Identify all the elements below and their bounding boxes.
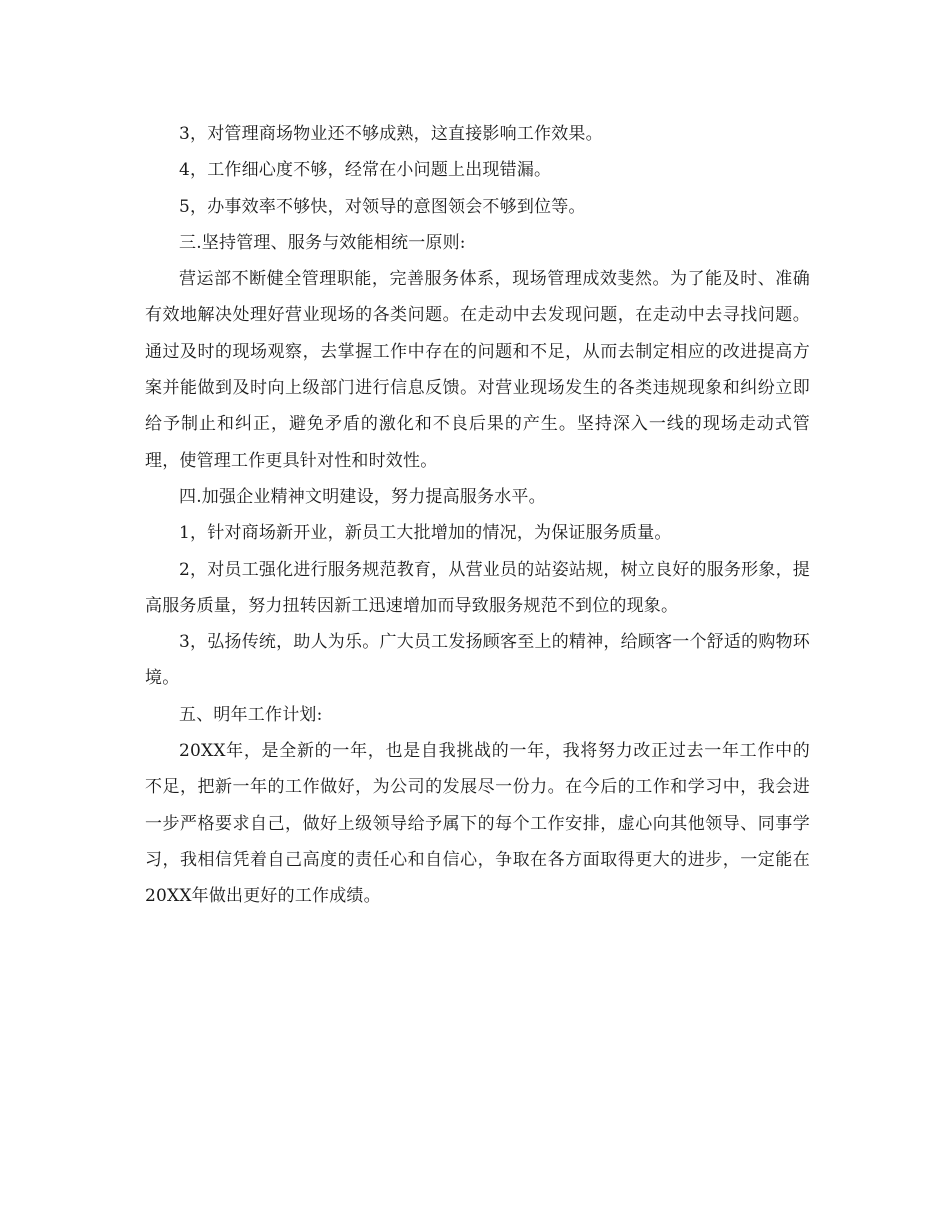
list-item-4-3: 3，弘扬传统，助人为乐。广大员工发扬顾客至上的精神，给顾客一个舒适的购物环境。 (145, 632, 810, 689)
document-page (145, 116, 810, 915)
section-heading-3: 三.坚持管理、服务与效能相统一原则: (179, 232, 466, 253)
section-body-5: 20XX年，是全新的一年，也是自我挑战的一年，我将努力改正过去一年工作中的不足，把新一年的工作做好，为公司的发展尽一份力。在今后的工作和学习中，我会进一步严格要求自己，做好上级领导给予属下的每个工作安排，虚心向其他领导、同事学习，我相信凭着自己高度的责任心和自信心，争取在各方面取得更大的进步，一定能在20XX年做出更好的工作成绩。 (145, 741, 810, 907)
list-item-5: 5，办事效率不够快，对领导的意图领会不够到位等。 (179, 196, 586, 217)
list-item-3: 3，对管理商场物业还不够成熟，这直接影响工作效果。 (179, 124, 603, 144)
list-item-4: 4，工作细心度不够，经常在小问题上出现错漏。 (179, 160, 552, 181)
list-item-4-1: 1，针对商场新开业，新员工大批增加的情况，为保证服务质量。 (179, 523, 672, 544)
section-heading-5: 五、明年工作计划: (179, 704, 323, 725)
section-body-3: 营运部不断健全管理职能，完善服务体系，现场管理成效斐然。为了能及时、准确有效地解决处理好营业现场的各类问题。在走动中去发现问题，在走动中去寻找问题。通过及时的现场观察，去掌握工作中存在的问题和不足，从而去制定相应的改进提高方案并能做到及时向上级部门进行信息反馈。对营业现场发生的各类违规现象和纠纷立即给予制止和纠正，避免矛盾的激化和不良后果的产生。坚持深入一线的现场走动式管理，使管理工作更具针对性和时效性。 (145, 269, 810, 471)
section-heading-4: 四.加强企业精神文明建设，努力提高服务水平。 (179, 486, 546, 507)
list-item-4-2: 2，对员工强化进行服务规范教育，从营业员的站姿站规，树立良好的服务形象，提高服务质量，努力扭转因新工迅速增加而导致服务规范不到位的现象。 (145, 559, 810, 616)
